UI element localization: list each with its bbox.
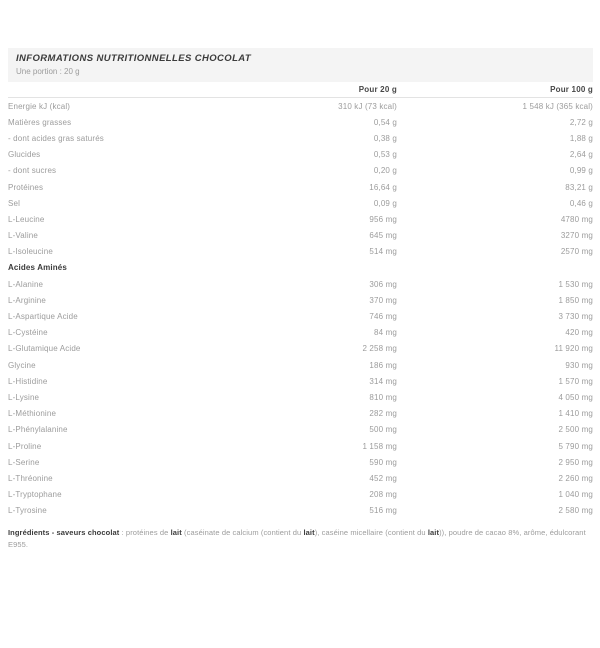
row-value-per-100g: 2,72 g [569, 117, 593, 127]
table-row [8, 195, 593, 211]
row-label: L-Cystéine [8, 328, 48, 338]
row-value-per-100g: 4780 mg [560, 214, 593, 224]
row-value-per-100g: 2 260 mg [558, 473, 593, 483]
row-value-per-100g: 0,99 g [569, 166, 593, 176]
row-value-per-100g: 11 920 mg [554, 344, 593, 354]
row-value-per-20g: 810 mg [369, 392, 397, 402]
row-value-per-20g: 514 mg [369, 247, 397, 257]
table-row [8, 454, 593, 470]
row-value-per-100g: 2 580 mg [558, 506, 593, 516]
row-value-per-100g: 4 050 mg [558, 392, 593, 402]
row-label: L-Tryptophane [8, 490, 62, 500]
table-row [8, 487, 593, 503]
table-row [8, 244, 593, 260]
row-value-per-100g: 5 790 mg [558, 441, 593, 451]
table-row [8, 438, 593, 454]
row-value-per-100g: 2570 mg [560, 247, 593, 257]
row-value-per-100g: 1 570 mg [558, 376, 593, 386]
row-value-per-20g: 746 mg [369, 312, 397, 322]
row-value-per-20g: 645 mg [369, 231, 397, 241]
row-value-per-20g: 84 mg [374, 328, 397, 338]
row-value-per-20g: 314 mg [369, 376, 397, 386]
row-label: L-Serine [8, 457, 40, 467]
page [0, 48, 600, 648]
section-header-row [8, 260, 593, 276]
row-value-per-100g: 3 730 mg [558, 312, 593, 322]
row-label: Glycine [8, 360, 36, 370]
table-row [8, 470, 593, 486]
row-value-per-20g: 208 mg [369, 490, 397, 500]
row-value-per-100g: 2,64 g [569, 150, 593, 160]
row-value-per-20g: 0,20 g [373, 166, 397, 176]
ingredients-bold-text: lait [170, 527, 182, 537]
column-header-row [8, 82, 593, 98]
row-label: Energie kJ (kcal) [8, 101, 71, 111]
row-label: L-Valine [8, 231, 38, 241]
ingredients-bold-text: Ingrédients - saveurs chocolat [8, 527, 120, 537]
table-row [8, 373, 593, 389]
row-label: L-Alanine [8, 279, 44, 289]
table-row [8, 357, 593, 373]
ingredients-bold-text: lait [427, 527, 440, 537]
nutrition-table [8, 48, 593, 550]
table-row [8, 503, 593, 519]
row-value-per-20g: 956 mg [369, 214, 397, 224]
row-value-per-100g: 3270 mg [560, 231, 593, 241]
table-row [8, 389, 593, 405]
row-label: L-Glutamique Acide [8, 344, 81, 354]
column-header-spacer [8, 85, 197, 94]
row-value-per-20g: 516 mg [369, 506, 397, 516]
row-label: L-Thréonine [8, 473, 53, 483]
ingredients-text: )), poudre de cacao 8%, arôme, édulcorant E955. [8, 527, 586, 549]
row-value-per-20g: 452 mg [369, 473, 397, 483]
table-row [8, 147, 593, 163]
row-value-per-20g: 0,53 g [373, 150, 397, 160]
row-label: Glucides [8, 150, 41, 160]
row-value-per-100g: 1 530 mg [558, 279, 593, 289]
row-value-per-20g: 0,09 g [373, 198, 397, 208]
row-value-per-20g: 306 mg [369, 279, 397, 289]
row-value-per-100g: 1 850 mg [558, 295, 593, 305]
row-value-per-100g: 1 548 kJ (365 kcal) [522, 101, 593, 111]
row-value-per-20g: 16,64 g [369, 182, 397, 192]
row-value-per-100g: 1 040 mg [558, 490, 593, 500]
row-value-per-20g: 500 mg [369, 425, 397, 435]
row-value-per-20g: 590 mg [369, 457, 397, 467]
table-row [8, 98, 593, 114]
row-label: L-Leucine [8, 214, 45, 224]
row-value-per-100g: 2 500 mg [558, 425, 593, 435]
row-value-per-20g: 0,54 g [373, 117, 397, 127]
ingredients-text: : protéines de [119, 527, 171, 537]
row-value-per-100g: 83,21 g [565, 182, 593, 192]
row-label: L-Isoleucine [8, 247, 53, 257]
table-row [8, 406, 593, 422]
column-header-per-100g: Pour 100 g [550, 85, 593, 94]
table-row [8, 114, 593, 130]
portion-size: Une portion : 20 g [16, 67, 80, 76]
row-label: L-Arginine [8, 295, 46, 305]
row-label: L-Méthionine [8, 409, 57, 419]
row-label: L-Tyrosine [8, 506, 47, 516]
table-row [8, 179, 593, 195]
row-value-per-100g: 0,46 g [569, 198, 593, 208]
table-row [8, 292, 593, 308]
row-label: L-Aspartique Acide [8, 312, 78, 322]
row-label: L-Lysine [8, 392, 40, 402]
ingredients-text: (caséinate de calcium (contient du [181, 527, 304, 537]
table-row [8, 163, 593, 179]
table-row [8, 422, 593, 438]
table-row [8, 228, 593, 244]
row-label: - dont acides gras saturés [8, 133, 104, 143]
ingredients-text: ), caséine micellaire (contient du [314, 527, 428, 537]
row-value-per-20g: 282 mg [369, 409, 397, 419]
table-row [8, 276, 593, 292]
row-value-per-100g: 1,88 g [569, 133, 593, 143]
table-row [8, 308, 593, 324]
row-label: Matières grasses [8, 117, 72, 127]
table-row [8, 341, 593, 357]
column-header-per-20g: Pour 20 g [358, 85, 397, 94]
table-row [8, 325, 593, 341]
row-value-per-100g: 2 950 mg [558, 457, 593, 467]
row-value-per-20g: 186 mg [369, 360, 397, 370]
table-title-box [8, 48, 593, 82]
row-label: - dont sucres [8, 166, 57, 176]
row-label: L-Histidine [8, 376, 48, 386]
row-value-per-100g: 420 mg [565, 328, 593, 338]
row-value-per-20g: 1 158 mg [362, 441, 397, 451]
row-value-per-100g: 1 410 mg [558, 409, 593, 419]
row-label: Protéines [8, 182, 44, 192]
row-label: Acides Aminés [8, 263, 68, 273]
row-value-per-20g: 0,38 g [373, 133, 397, 143]
row-label: L-Proline [8, 441, 42, 451]
table-title: INFORMATIONS NUTRITIONNELLES CHOCOLAT [16, 53, 252, 64]
row-label: L-Phénylalanine [8, 425, 68, 435]
ingredients-bold-text: lait [303, 527, 315, 537]
table-row [8, 130, 593, 146]
table-row [8, 211, 593, 227]
row-label: Sel [8, 198, 21, 208]
row-value-per-20g: 370 mg [369, 295, 397, 305]
ingredients-paragraph [8, 527, 593, 550]
table-body [8, 98, 593, 519]
row-value-per-20g: 310 kJ (73 kcal) [338, 101, 397, 111]
row-value-per-20g: 2 258 mg [362, 344, 397, 354]
row-value-per-100g: 930 mg [565, 360, 593, 370]
